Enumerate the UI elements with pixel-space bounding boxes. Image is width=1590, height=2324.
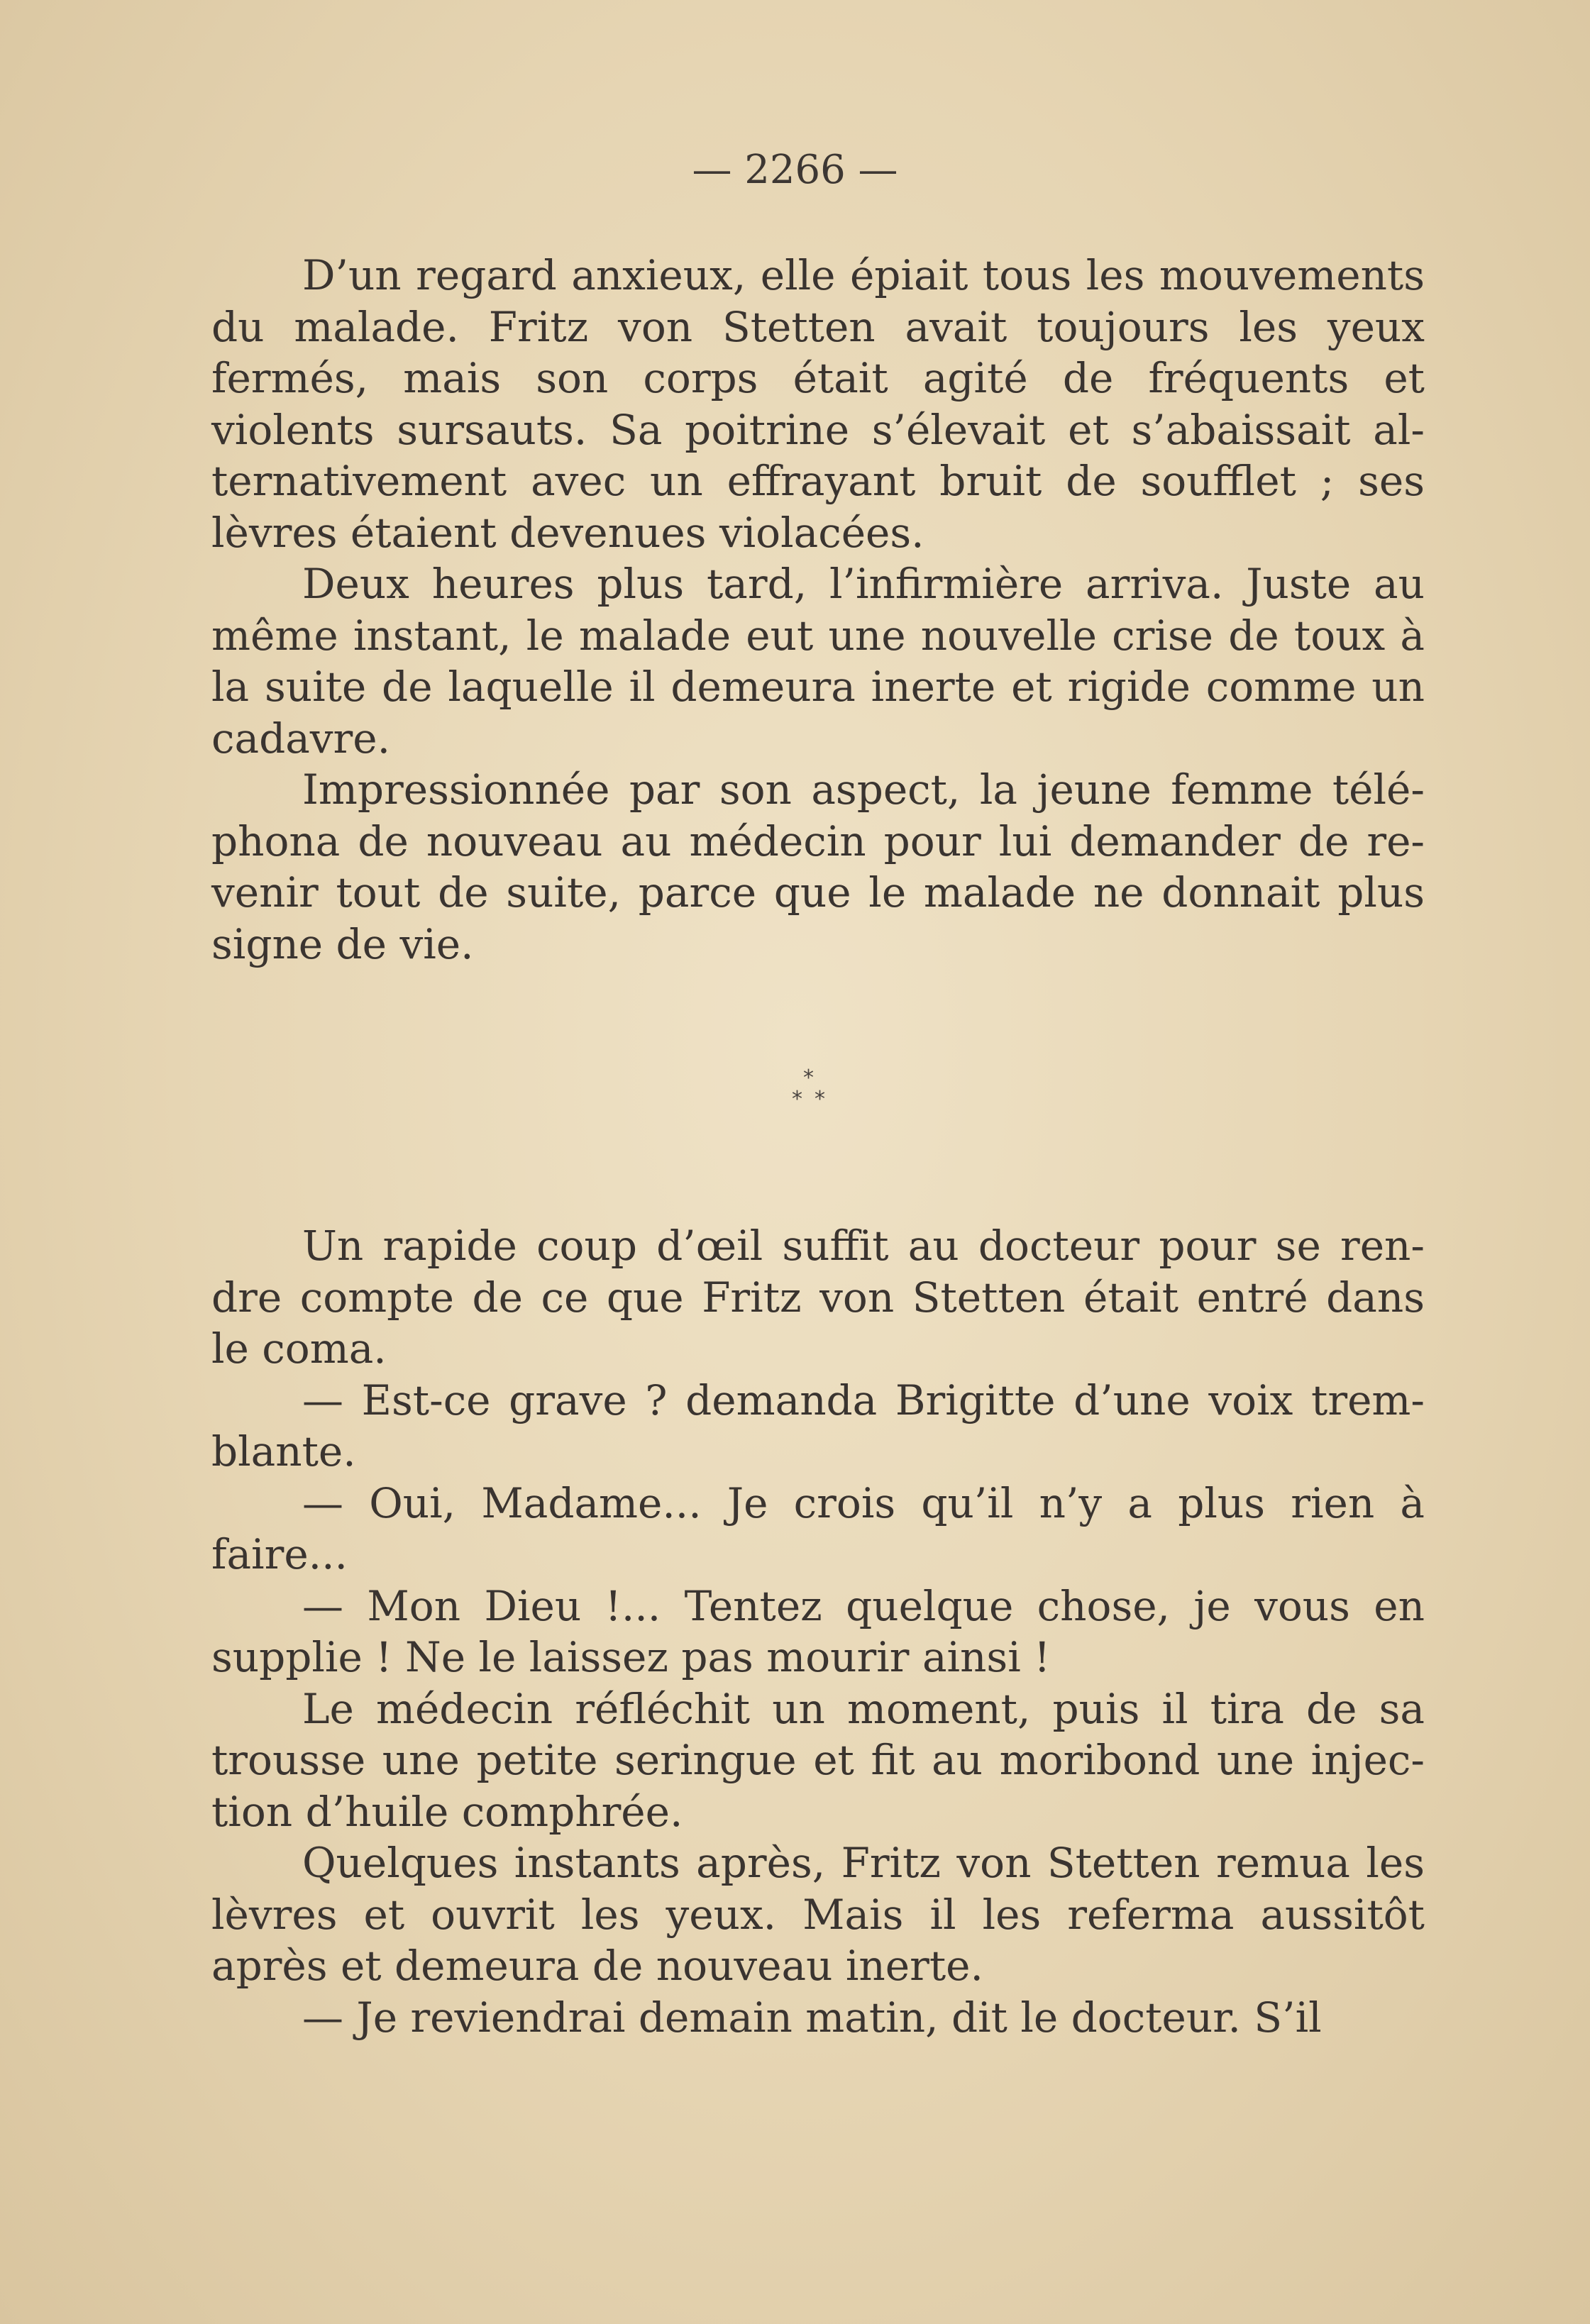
section-separator-asterism [788, 1068, 844, 1124]
dialogue-line: — Est-ce grave ? demanda Brigitte d’une voix tremblante. [211, 1376, 1425, 1476]
asterism-star-left: * [792, 1087, 802, 1112]
dialogue-line: — Je reviendrai demain matin, dit le docteur. S’il [302, 1993, 1322, 2042]
dialogue-line: — Oui, Madame... Je crois qu’il n’y a plus rien à faire... [211, 1478, 1425, 1578]
text-section-1 [211, 250, 1425, 970]
dialogue-line: — Mon Dieu !... Tentez quelque chose, je vous en supplie ! Ne le laissez pas mourir ainsi ! [211, 1581, 1425, 1681]
paragraph: Le médecin réfléchit un moment, puis il tira de sa trousse une petite seringue et fit au moribond une injection d’huile comphrée. [211, 1684, 1425, 1836]
paragraph: Un rapide coup d’œil suffit au docteur pour se rendre compte de ce que Fritz von Stetten était entré dans le coma. [211, 1222, 1425, 1373]
asterism-star-top: * [803, 1066, 814, 1090]
paragraph: Impressionnée par son aspect, la jeune femme téléphona de nouveau au médecin pour lui demander de revenir tout de suite, parce que le malade ne donnait plus signe de vie. [211, 765, 1425, 968]
asterism-star-right: * [815, 1087, 825, 1112]
paragraph: Quelques instants après, Fritz von Stetten remua les lèvres et ouvrit les yeux. Mais il les referma aussitôt après et demeura de nouveau inerte. [211, 1839, 1425, 1990]
paragraph: D’un regard anxieux, elle épiait tous les mouvements du malade. Fritz von Stetten avait toujours les yeux fermés, mais son corps était agité de fréquents et violents sursauts. Sa poitrine s’élevait et s’abaissait alternativement avec un effrayant bruit de soufflet ; ses lèvres étaient devenues violacées. [211, 251, 1425, 557]
paragraph: Deux heures plus tard, l’infirmière arriva. Juste au même instant, le malade eut une nouvelle crise de toux à la suite de laquelle il demeura inerte et rigide comme un cadavre. [211, 560, 1425, 763]
text-section-2 [211, 1220, 1425, 2043]
page-number: — 2266 — [692, 147, 898, 193]
